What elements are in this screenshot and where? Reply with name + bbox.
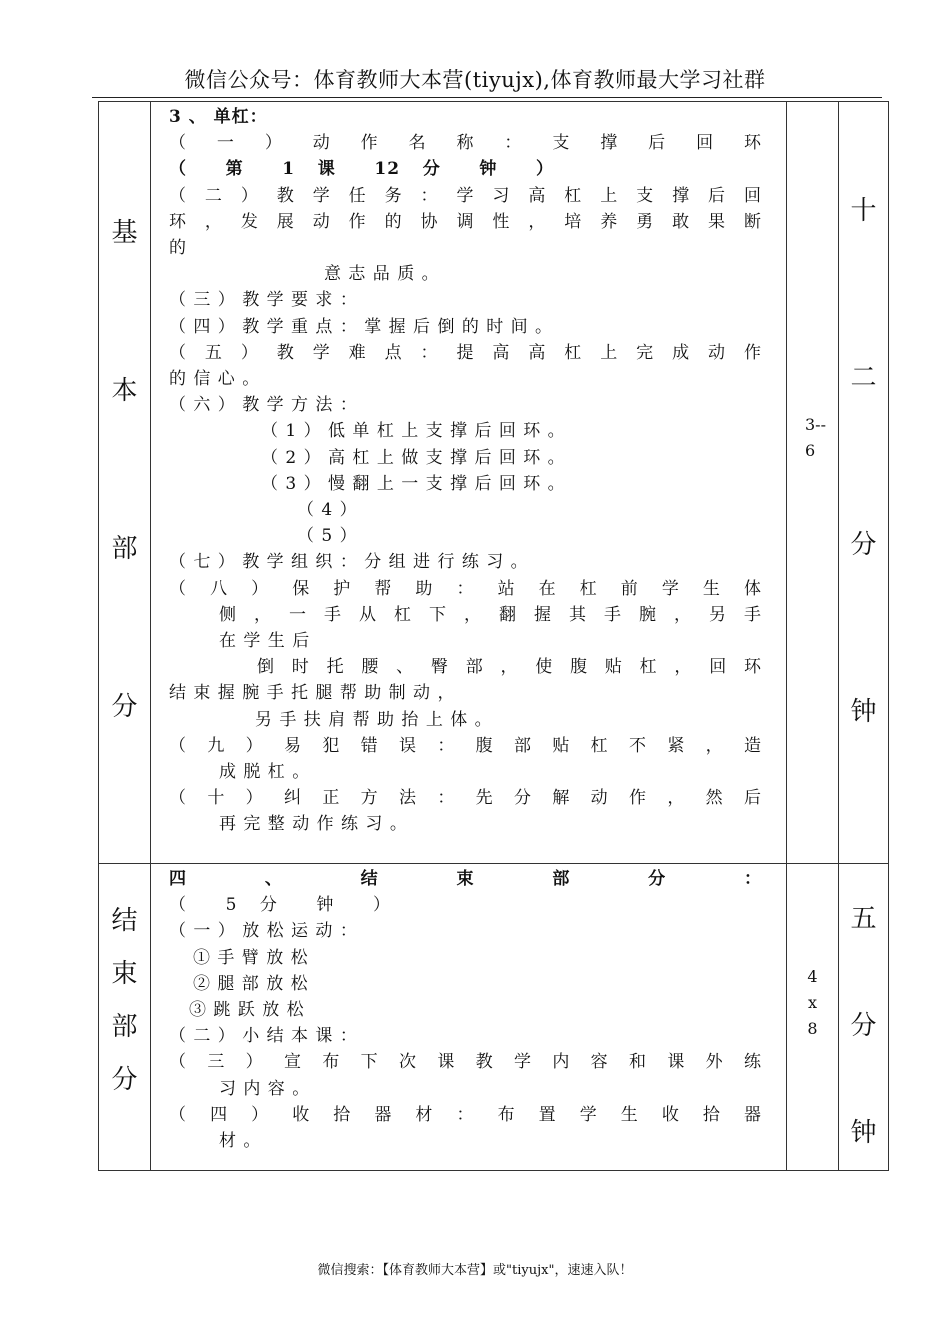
end-section-content [151, 864, 786, 1170]
section-label-char: 结 [111, 906, 138, 936]
end-section-time-cell [839, 864, 889, 1171]
content-line: （ 一 ） 动 作 名 称 ： 支 撑 后 回 环 [169, 133, 762, 154]
end-section-label-cell [99, 864, 151, 1171]
basic-section-time-cell [839, 102, 889, 864]
content-line: 结 束 握 腕 手 托 腿 帮 助 制 动 ， [169, 683, 456, 704]
content-line: 材 。 [219, 1131, 262, 1152]
content-line: （ 六 ） 教 学 方 法 ： [169, 395, 358, 416]
section-label-char: 分 [111, 692, 138, 722]
content-line: 的 [169, 238, 187, 259]
count-char: 8 [807, 1019, 818, 1038]
content-line: （ 二 ） 教 学 任 务 ： 学 习 高 杠 上 支 撑 后 回 [169, 185, 762, 206]
page-footer: 微信搜索：【体育教师大本营】或"tiyujx"，速速入队！ [317, 1263, 633, 1278]
basic-section-count: 3-- 6 [805, 415, 826, 460]
duration-char: 钟 [850, 1118, 877, 1148]
header-divider [92, 97, 882, 98]
end-section-time [839, 864, 888, 1149]
content-line: （ 三 ） 教 学 要 求 ： [169, 290, 358, 311]
content-line: （ 十 ） 纠 正 方 法 ： 先 分 解 动 作 ， 然 后 [169, 788, 762, 809]
duration-char: 二 [850, 363, 877, 393]
content-line: 再 完 整 动 作 练 习 。 [219, 814, 408, 835]
duration-char: 五 [850, 904, 877, 934]
content-line: （ 三 ） 宣 布 下 次 课 教 学 内 容 和 课 外 练 [169, 1052, 762, 1073]
content-line: ③ 跳 跃 放 松 [189, 1000, 305, 1021]
content-line: （ 5 分 钟 ） [169, 895, 391, 916]
content-line: （ 八 ） 保 护 帮 助 ： 站 在 杠 前 学 生 体 [169, 578, 762, 599]
content-line: 四 、 结 束 部 分 ： [169, 869, 762, 889]
content-line: （ 四 ） 收 拾 器 材 ： 布 置 学 生 收 拾 器 [169, 1104, 762, 1125]
content-line: （ 五 ） 教 学 难 点 ： 提 高 高 杠 上 完 成 动 作 [169, 342, 762, 363]
content-line: （ 1 ） 低 单 杠 上 支 撑 后 回 环 。 [261, 421, 566, 442]
section-label-char: 部 [111, 1012, 138, 1042]
basic-section-row [99, 102, 889, 864]
content-line: ① 手 臂 放 松 [193, 947, 309, 968]
basic-section-time [839, 102, 888, 728]
content-line: 意 志 品 质 。 [324, 264, 440, 285]
content-line: （ 一 ） 放 松 运 动 ： [169, 921, 358, 942]
content-line: ② 腿 部 放 松 [193, 973, 309, 994]
content-line: 侧 ， 一 手 从 杠 下 ， 翻 握 其 手 腕 ， 另 手 [219, 604, 762, 625]
basic-section-content [151, 102, 786, 854]
basic-section-label-cell [99, 102, 151, 864]
content-line: （ 3 ） 慢 翻 上 一 支 撑 后 回 环 。 [261, 473, 566, 494]
end-section-count [787, 864, 838, 1042]
duration-char: 分 [850, 530, 877, 560]
section-label-char: 分 [111, 1065, 138, 1095]
section-label-char: 本 [111, 376, 138, 406]
end-section-count-cell [787, 864, 839, 1171]
end-section-row [99, 864, 889, 1171]
section-label-char: 部 [111, 534, 138, 564]
end-section-label [99, 864, 150, 1093]
content-line: 的 信 心 。 [169, 369, 261, 390]
content-line: （ 5 ） [297, 526, 358, 547]
content-line: （ 二 ） 小 结 本 课 ： [169, 1026, 358, 1047]
duration-char: 钟 [850, 697, 877, 727]
duration-char: 十 [850, 196, 877, 226]
lesson-plan-table [98, 101, 889, 1171]
content-line: （ 2 ） 高 杠 上 做 支 撑 后 回 环 。 [261, 447, 566, 468]
content-line: （ 九 ） 易 犯 错 误 ： 腹 部 贴 杠 不 紧 ， 造 [169, 735, 762, 756]
content-line: （ 四 ） 教 学 重 点 ： 掌 握 后 倒 的 时 间 。 [169, 316, 554, 337]
content-line: 习 内 容 。 [219, 1078, 311, 1099]
content-line: （ 第 1 课 12 分 钟 ） [169, 159, 554, 180]
content-line: （ 4 ） [297, 500, 358, 521]
duration-char: 分 [850, 1011, 877, 1041]
end-section-content-cell [151, 864, 787, 1171]
section-label-char: 束 [111, 959, 138, 989]
content-line: 另 手 扶 肩 帮 助 抬 上 体 。 [255, 709, 493, 730]
basic-section-label [99, 102, 150, 720]
basic-section-content-cell [151, 102, 787, 864]
section-label-char: 基 [111, 218, 138, 248]
page-header-title: 微信公众号：体育教师大本营(tiyujx),体育教师最大学习社群 [184, 68, 766, 92]
content-line: 环 ， 发 展 动 作 的 协 调 性 ， 培 养 勇 敢 果 断 [169, 211, 762, 232]
content-line: 3 、 单杠： [169, 107, 268, 127]
content-line: （ 七 ） 教 学 组 织 ： 分 组 进 行 练 习 。 [169, 552, 529, 573]
count-char: x [807, 993, 818, 1012]
count-char: 4 [807, 967, 818, 986]
content-line: 倒 时 托 腰 、 臀 部 ， 使 腹 贴 杠 ， 回 环 [257, 657, 762, 678]
content-line: 成 脱 杠 。 [219, 762, 311, 783]
basic-section-count-cell [787, 102, 839, 864]
content-line: 在 学 生 后 [219, 631, 311, 652]
